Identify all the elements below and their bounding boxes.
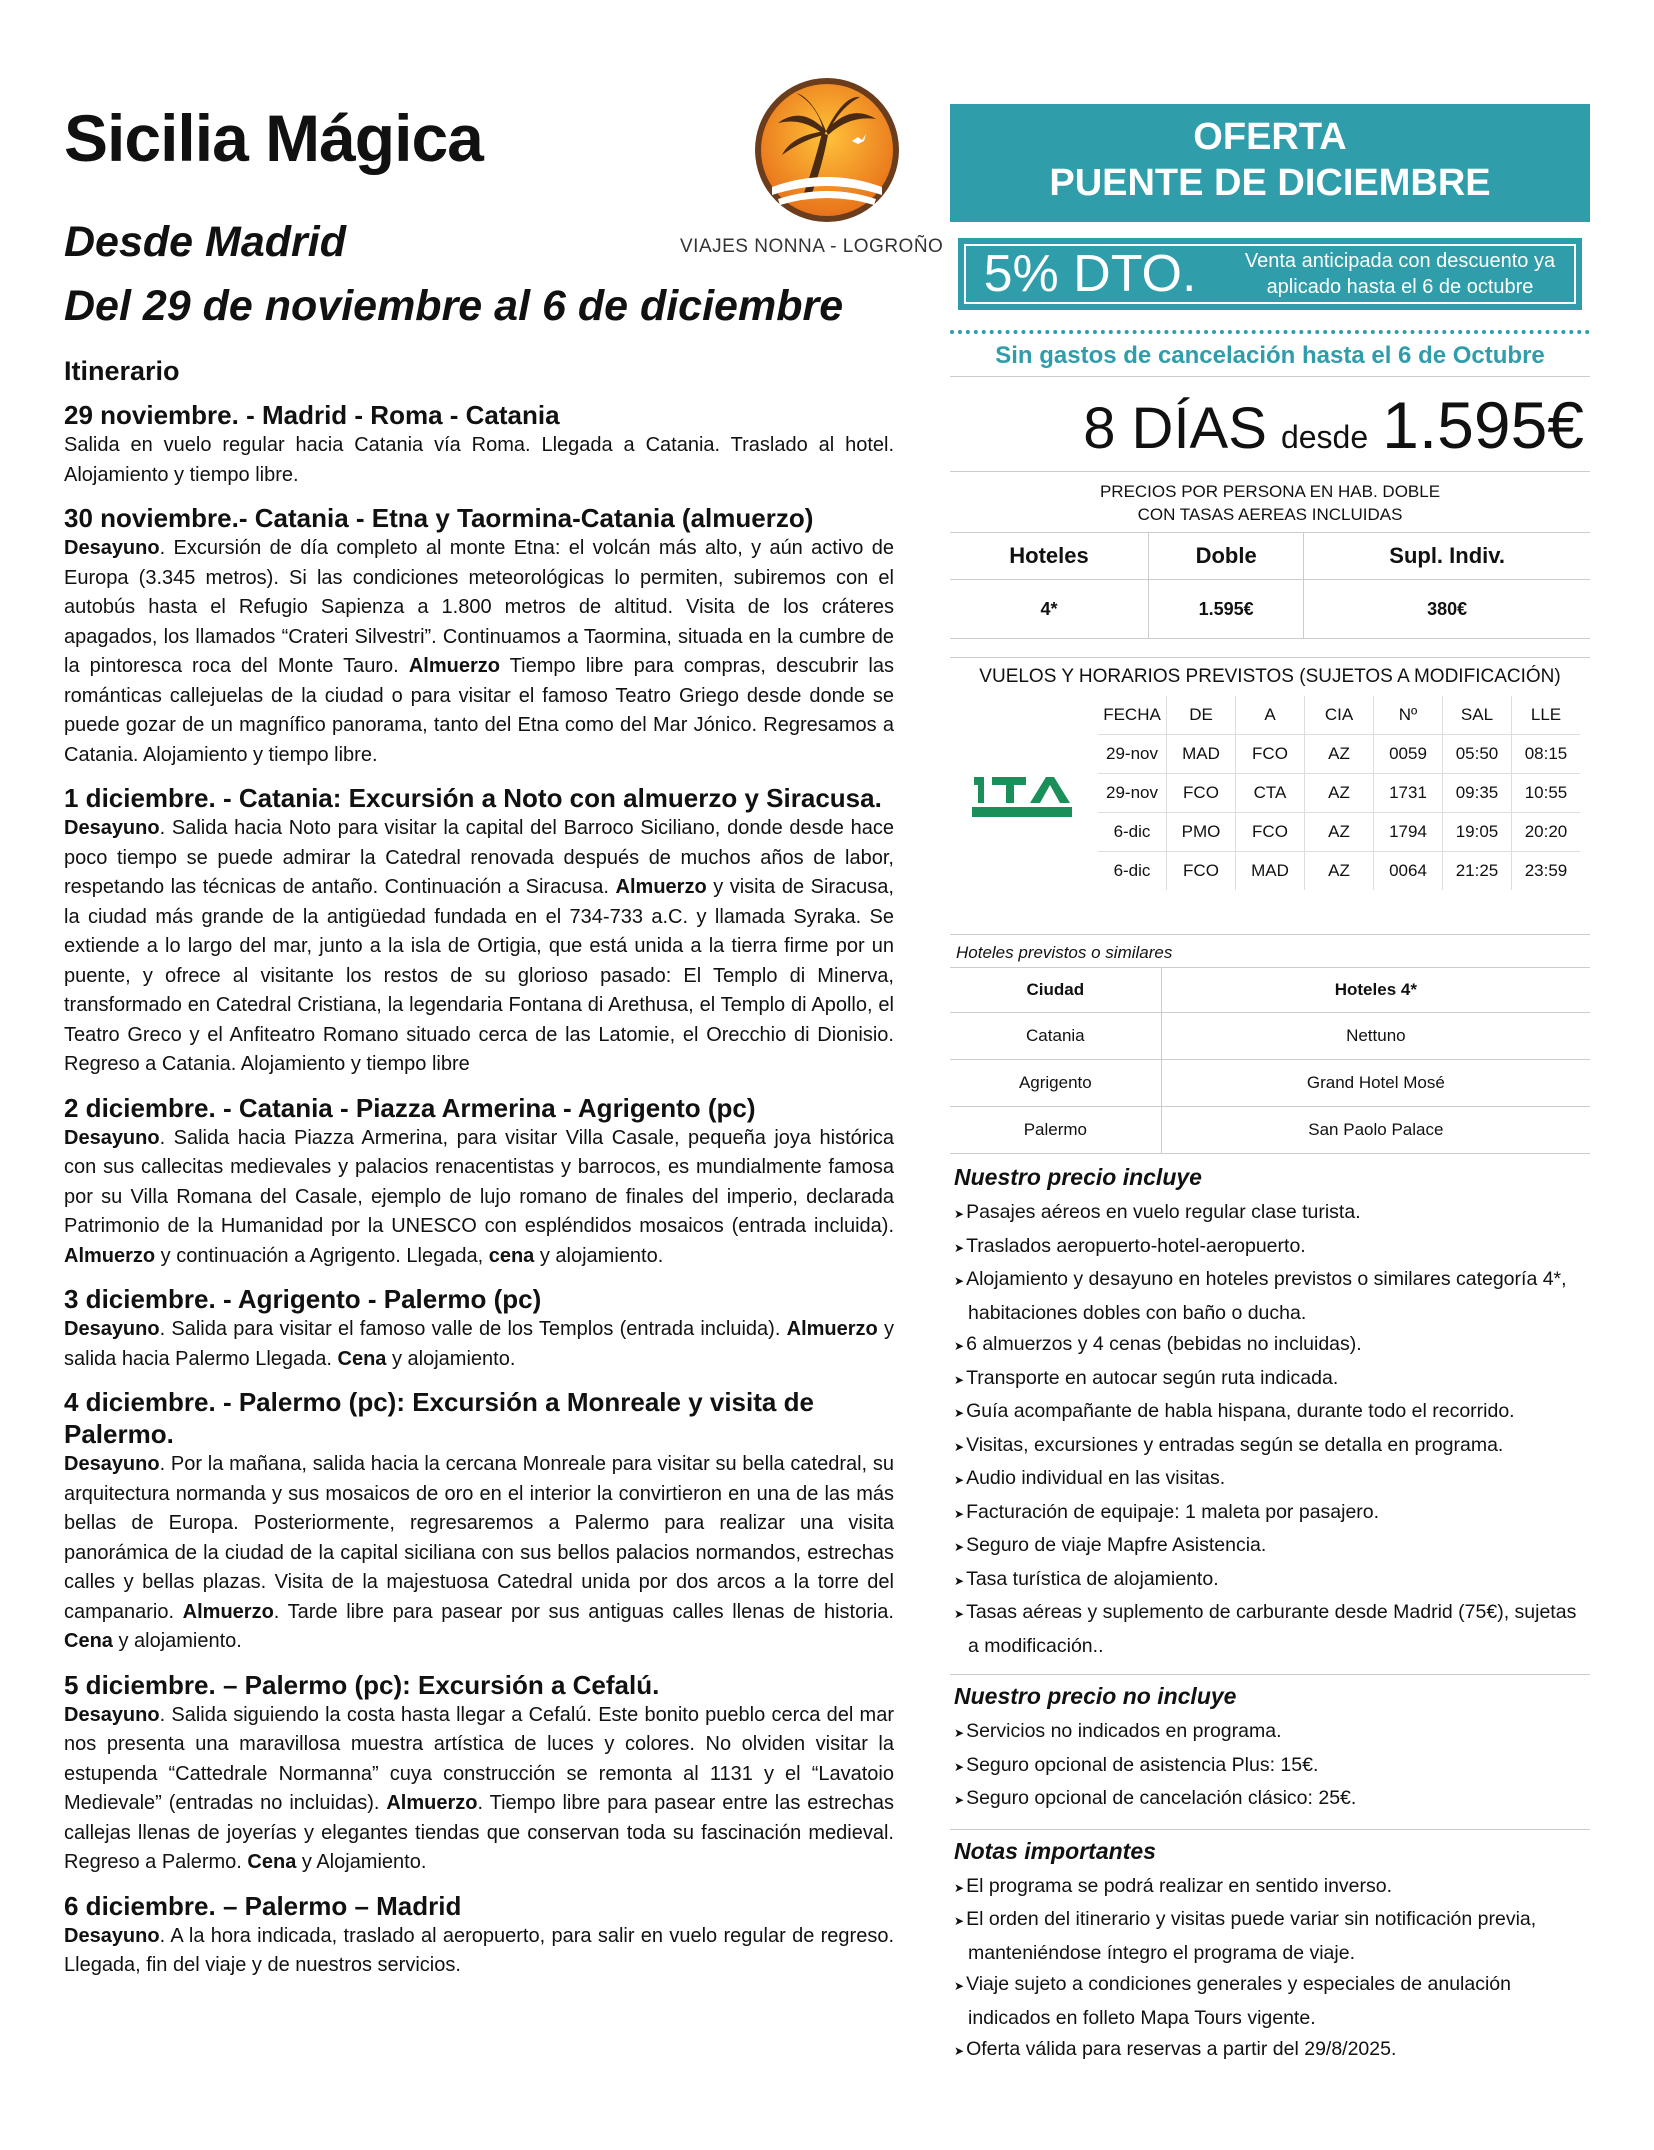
discount-note-line1: Venta anticipada con descuento ya xyxy=(1244,250,1556,272)
price-header-single: Supl. Indiv. xyxy=(1304,533,1590,580)
day-title: 5 diciembre. – Palermo (pc): Excursión a Cefalú. xyxy=(64,1669,660,1700)
excludes-item: ➤ Seguro opcional de cancelación clásico: 25€. xyxy=(954,1783,1590,1817)
includes-item: ➤ 6 almuerzos y 4 cenas (bebidas no incluidas). xyxy=(954,1329,1590,1363)
flight-cell: AZ xyxy=(1305,774,1374,813)
flight-col-header: LLE xyxy=(1512,696,1581,735)
discount-label: 5% DTO. xyxy=(983,245,1197,303)
itinerary-day xyxy=(64,1283,894,1374)
flight-col-header: A xyxy=(1236,696,1305,735)
day-title: 6 diciembre. – Palermo – Madrid xyxy=(64,1890,462,1921)
includes-item: ➤ Transporte en autocar según ruta indicada. xyxy=(954,1363,1590,1397)
flight-cell: 6-dic xyxy=(1098,813,1167,852)
itinerary-day xyxy=(64,1890,894,1981)
flight-col-header: FECHA xyxy=(1103,705,1161,724)
offer-banner xyxy=(950,104,1590,222)
day-description: Desayuno. Excursión de día completo al monte Etna: el volcán más alto, y aún activo de Europa (3.345 metros). Si las condiciones meteorológicas lo permiten, subiremos con el autobús hasta el Refugio Sapienza a 1.800 metros de altitud. Visita de los cráteres apagados, los llamados “Crateri Silvestri”. Continuamos a Taormina, situada en la cumbre de la pintoresca roca del Monte Tauro. Almuerzo Tiempo libre para compras, descubrir las románticas callejuelas de la ciudad o para visitar el famoso Teatro Griego desde donde se puede gozar de un magnífico panorama, tanto del Etna como del Mar Jónico. Regresamos a Catania. Alojamiento y tiempo libre. xyxy=(64,537,894,766)
hotel-name: Grand Hotel Mosé xyxy=(1161,1060,1590,1107)
flight-cell: 0064 xyxy=(1374,852,1443,891)
flight-cell: 10:55 xyxy=(1512,774,1581,813)
day-description: Desayuno. Salida para visitar el famoso valle de los Templos (entrada incluida). Almuerzo y salida hacia Palermo Llegada. Cena y alojamiento. xyxy=(64,1318,895,1370)
flight-col-header: Nº xyxy=(1374,696,1443,735)
flight-row xyxy=(1098,735,1580,774)
price-header-double: Doble xyxy=(1149,533,1304,580)
hotels-heading: Hoteles previstos o similares xyxy=(950,934,1590,967)
flight-cell: 1731 xyxy=(1374,774,1443,813)
offer-line1: OFERTA xyxy=(1193,116,1347,158)
price-desde: desde xyxy=(1280,419,1369,455)
includes-item: ➤ Tasa turística de alojamiento. xyxy=(954,1564,1590,1598)
includes-item: ➤ Facturación de equipaje: 1 maleta por pasajero. xyxy=(954,1497,1590,1531)
flight-cell: 21:25 xyxy=(1443,852,1512,891)
dates-subtitle: Del 29 de noviembre al 6 de diciembre xyxy=(64,282,844,330)
flight-cell: FCO xyxy=(1167,774,1236,813)
hotel-row xyxy=(950,1060,1590,1107)
price-header-hotels: Hoteles xyxy=(950,533,1149,580)
itinerary-heading: Itinerario xyxy=(64,356,180,386)
flight-cell: CTA xyxy=(1236,774,1305,813)
itinerary-day xyxy=(64,502,894,770)
price-table xyxy=(950,532,1590,639)
price-amount: 1.595€ xyxy=(1382,388,1584,462)
dotted-divider xyxy=(950,330,1590,334)
flight-cell: FCO xyxy=(1236,813,1305,852)
itinerary-day xyxy=(64,399,894,490)
day-description: Desayuno. Salida hacia Piazza Armerina, para visitar Villa Casale, pequeña joya histórica con sus callecitas medievales y palacios renacentistas y barrocos, es mundialmente famosa por su Villa Romana del Casale, ejemplo de lujo romano de finales del imperio, declarada Patrimonio de la Humanidad por la UNESCO con espléndidos mosaicos (entrada incluida). Almuerzo y continuación a Agrigento. Llegada, cena y alojamiento. xyxy=(64,1126,894,1267)
price-cell-category: 4* xyxy=(950,580,1149,639)
flight-cell: 08:15 xyxy=(1512,735,1581,774)
itinerary-days xyxy=(64,399,894,1981)
includes-item: ➤ Pasajes aéreos en vuelo regular clase turista. xyxy=(954,1197,1590,1231)
flight-row xyxy=(1098,813,1580,852)
flight-cell: 1794 xyxy=(1374,813,1443,852)
includes-item: ➤ Tasas aéreas y suplemento de carburante desde Madrid (75€), sujetas a modificación.. xyxy=(954,1597,1590,1662)
day-description: Desayuno. Por la mañana, salida hacia la cercana Monreale para visitar su bella catedral, su arquitectura normanda y sus mosaicos de oro en el interior la convirtieron en una de las más bellas de Europa. Posteriormente, regresaremos a Palermo para realizar una visita panorámica de la ciudad de la capital siciliana con sus bellos palacios normandos, estrechas calles y bellas plazas. Visita de la majestuosa Catedral unida por dos arcos a la torre del campanario. Almuerzo. Tarde libre para pasear por sus antiguas calles llenas de historia. Cena y alojamiento. xyxy=(64,1453,894,1652)
flight-cell: FCO xyxy=(1167,852,1236,891)
flight-cell: 20:20 xyxy=(1512,813,1581,852)
flight-cell: AZ xyxy=(1305,813,1374,852)
flight-cell: PMO xyxy=(1167,813,1236,852)
hotels-col-city: Ciudad xyxy=(950,968,1161,1013)
flight-cell: 29-nov xyxy=(1098,735,1167,774)
notes-heading: Notas importantes xyxy=(954,1837,1156,1864)
notes-item: ➤ Viaje sujeto a condiciones generales y especiales de anulación indicados en folleto Mapa Tours vigente. xyxy=(954,1969,1590,2034)
flight-col-header: DE xyxy=(1167,696,1236,735)
price-headline xyxy=(950,377,1590,471)
flight-cell: AZ xyxy=(1305,852,1374,891)
itinerary-day xyxy=(64,1386,894,1657)
day-description: Salida en vuelo regular hacia Catania vía Roma. Llegada a Catania. Traslado al hotel. Alojamiento y tiempo libre. xyxy=(64,434,894,486)
origin-subtitle: Desde Madrid xyxy=(64,218,346,266)
hotels-col-hotel: Hoteles 4* xyxy=(1161,968,1590,1013)
includes-item: ➤ Alojamiento y desayuno en hoteles previstos o similares categoría 4*, habitaciones dobles con baño o ducha. xyxy=(954,1264,1590,1329)
flight-cell: 05:50 xyxy=(1443,735,1512,774)
flight-cell: 09:35 xyxy=(1443,774,1512,813)
flight-cell: 29-nov xyxy=(1098,774,1167,813)
flight-cell: 0059 xyxy=(1374,735,1443,774)
day-title: 2 diciembre. - Catania - Piazza Armerina - Agrigento (pc) xyxy=(64,1092,756,1123)
includes-heading: Nuestro precio incluye xyxy=(954,1164,1202,1190)
flight-row xyxy=(1098,774,1580,813)
flight-cell: 6-dic xyxy=(1098,852,1167,891)
hotel-city: Catania xyxy=(950,1013,1161,1060)
flights-table xyxy=(1098,696,1580,890)
ita-airways-logo-icon xyxy=(968,763,1098,823)
palm-logo-icon xyxy=(752,75,902,225)
no-cancellation-note: Sin gastos de cancelación hasta el 6 de Octubre xyxy=(995,342,1545,369)
excludes-list xyxy=(950,1716,1590,1817)
page-title: Sicilia Mágica xyxy=(64,101,483,175)
day-description: Desayuno. A la hora indicada, traslado al aeropuerto, para salir en vuelo regular de regreso. Llegada, fin del viaje y de nuestros servicios. xyxy=(64,1924,894,1976)
day-title: 1 diciembre. - Catania: Excursión a Noto con almuerzo y Siracusa. xyxy=(64,783,882,813)
hotel-row xyxy=(950,1013,1590,1060)
itinerary-day xyxy=(64,782,894,1080)
price-note-line1: PRECIOS POR PERSONA EN HAB. DOBLE xyxy=(1099,482,1441,501)
itinerary-column xyxy=(64,100,894,1993)
flights-section xyxy=(950,696,1590,890)
discount-box xyxy=(958,238,1582,310)
notes-item: ➤ El orden del itinerario y visitas puede variar sin notificación previa, manteniéndose íntegro el programa de viaje. xyxy=(954,1904,1590,1969)
notes-item: ➤ Oferta válida para reservas a partir del 29/8/2025. xyxy=(954,2034,1590,2068)
offer-line2: PUENTE DE DICIEMBRE xyxy=(1049,162,1491,204)
day-title: 3 diciembre. - Agrigento - Palermo (pc) xyxy=(64,1284,542,1314)
flight-cell: FCO xyxy=(1236,735,1305,774)
flight-cell: MAD xyxy=(1236,852,1305,891)
day-description: Desayuno. Salida siguiendo la costa hasta llegar a Cefalú. Este bonito pueblo cerca del mar nos presenta una maravillosa muestra artística de luces y colores. No olviden visitar la estupenda “Cattedrale Normanna” cuya construcción se remonta al 1131 y el “Lavatoio Medievale” (entradas no incluidas). Almuerzo. Tiempo libre para pasear entre las estrechas callejas llenas de joyerías y elegantes tiendas que conservan toda su fascinación medieval. Regreso a Palermo. Cena y Alojamiento. xyxy=(64,1703,894,1873)
price-note xyxy=(950,480,1590,526)
flight-col-header: CIA xyxy=(1305,696,1374,735)
logo-caption: VIAJES NONNA - LOGROÑO xyxy=(680,236,944,257)
itinerary-day xyxy=(64,1669,894,1878)
price-cell-single: 380€ xyxy=(1304,580,1590,639)
hotel-name: Nettuno xyxy=(1161,1013,1590,1060)
excludes-item: ➤ Seguro opcional de asistencia Plus: 15€. xyxy=(954,1750,1590,1784)
flight-row xyxy=(1098,852,1580,891)
flight-cell: MAD xyxy=(1167,735,1236,774)
price-note-line2: CON TASAS AEREAS INCLUIDAS xyxy=(1137,505,1403,524)
flights-heading: VUELOS Y HORARIOS PREVISTOS (SUJETOS A MODIFICACIÓN) xyxy=(950,657,1590,688)
excludes-item: ➤ Servicios no indicados en programa. xyxy=(954,1716,1590,1750)
price-days: 8 DÍAS xyxy=(1083,396,1267,461)
day-description: Desayuno. Salida hacia Noto para visitar la capital del Barroco Siciliano, donde desde hace poco tiempo se puede admirar la Catedral renovada después de muchos años de labor, respetando las técnicas de antaño. Continuación a Siracusa. Almuerzo y visita de Siracusa, la ciudad más grande de la antigüedad fundada en el 734-733 a.C. y llamada Syraka. Se extiende a lo largo del mar, junto a la isla de Ortigia, que está unida a la tierra firme por un puente, y ofrece al visitante los restos de su glorioso pasado: El Templo di Minerva, transformado en Catedral Cristiana, la legendaria Fontana di Arethusa, el Templo di Apollo, el Teatro Greco y el Anfiteatro Romano situado cerca de las Latomie, el Orecchio di Dionisio. Regreso a Catania. Alojamiento y tiempo libre xyxy=(64,817,894,1075)
itinerary-day xyxy=(64,1092,894,1272)
flight-cell: 23:59 xyxy=(1512,852,1581,891)
day-title: 29 noviembre. - Madrid - Roma - Catania xyxy=(64,400,560,430)
day-title: 4 diciembre. - Palermo (pc): Excursión a Monreale y visita de Palermo. xyxy=(64,1387,814,1449)
includes-item: ➤ Guía acompañante de habla hispana, durante todo el recorrido. xyxy=(954,1396,1590,1430)
notes-list xyxy=(950,1871,1590,2068)
hotel-city: Palermo xyxy=(950,1107,1161,1154)
hotel-city: Agrigento xyxy=(950,1060,1161,1107)
hotel-row xyxy=(950,1107,1590,1154)
price-cell-double: 1.595€ xyxy=(1149,580,1304,639)
discount-note xyxy=(1220,248,1580,300)
day-title: 30 noviembre.- Catania - Etna y Taormina-Catania (almuerzo) xyxy=(64,503,814,533)
includes-list xyxy=(950,1197,1590,1662)
flight-col-header: SAL xyxy=(1443,696,1512,735)
includes-item: ➤ Visitas, excursiones y entradas según se detalla en programa. xyxy=(954,1430,1590,1464)
notes-item: ➤ El programa se podrá realizar en sentido inverso. xyxy=(954,1871,1590,1905)
offer-column xyxy=(950,104,1590,2068)
hotel-name: San Paolo Palace xyxy=(1161,1107,1590,1154)
discount-note-line2: aplicado hasta el 6 de octubre xyxy=(1266,276,1534,298)
includes-item: ➤ Seguro de viaje Mapfre Asistencia. xyxy=(954,1530,1590,1564)
includes-item: ➤ Traslados aeropuerto-hotel-aeropuerto. xyxy=(954,1231,1590,1265)
includes-item: ➤ Audio individual en las visitas. xyxy=(954,1463,1590,1497)
flight-cell: AZ xyxy=(1305,735,1374,774)
flight-cell: 19:05 xyxy=(1443,813,1512,852)
excludes-heading: Nuestro precio no incluye xyxy=(954,1683,1237,1709)
hotels-table xyxy=(950,967,1590,1154)
